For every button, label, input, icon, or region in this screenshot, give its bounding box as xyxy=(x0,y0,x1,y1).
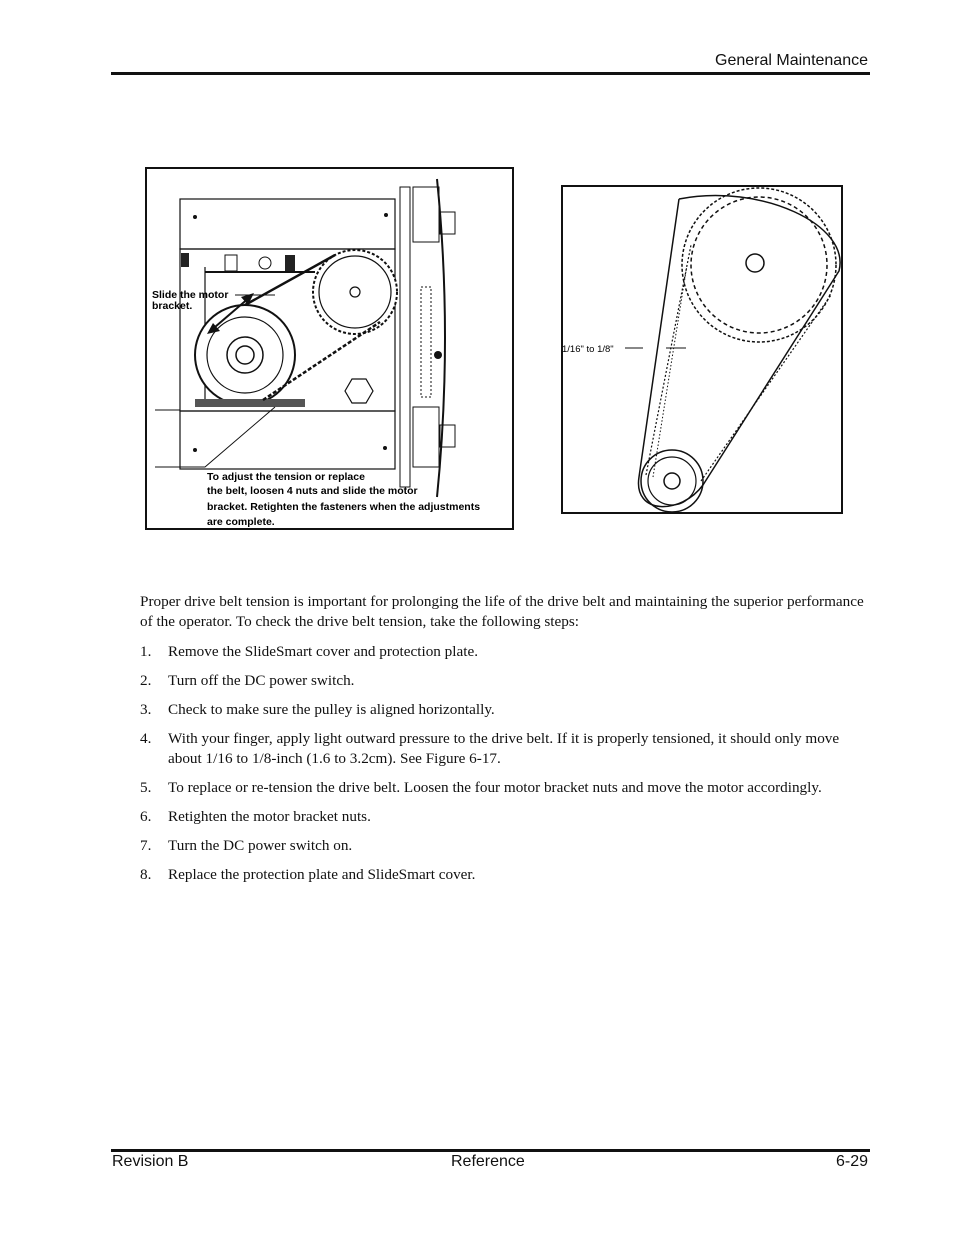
list-item: 3. Check to make sure the pulley is aligned horizontally. xyxy=(140,701,495,718)
list-item: 4. With your finger, apply light outward pressure to the drive belt. If it is properly tensioned, it should only move about 1/16 to 1/8-inch (1.6 to 3.2cm). See Figure 6-17. xyxy=(140,730,840,767)
list-item: 6. Retighten the motor bracket nuts. xyxy=(140,808,371,825)
slide-motor-label-line2: bracket. xyxy=(152,300,193,312)
footer-page-number: 6-29 xyxy=(835,1153,868,1170)
adjust-label-line4: are complete. xyxy=(207,516,275,528)
footer-section: Reference xyxy=(451,1153,525,1170)
footer-rule xyxy=(111,1149,870,1152)
adjust-label-line1: To adjust the tension or replace xyxy=(207,471,365,483)
deflection-label: 1/16" to 1/8" xyxy=(562,344,614,355)
page-header-title: General Maintenance xyxy=(715,52,868,69)
list-item: 2. Turn off the DC power switch. xyxy=(140,672,355,689)
intro-paragraph: Proper drive belt tension is important for prolonging the life of the drive belt and maintaining the superior performance of the operator. To check the drive belt tension, take the following steps: xyxy=(140,593,864,630)
belt-deflection-figure xyxy=(561,185,843,514)
steps-list xyxy=(140,642,865,885)
slide-motor-label-line1: Slide the motor xyxy=(152,289,229,301)
footer-revision: Revision B xyxy=(112,1153,189,1170)
list-item: 8. Replace the protection plate and SlideSmart cover. xyxy=(140,866,476,883)
header-rule xyxy=(111,72,870,75)
list-item: 5. To replace or re-tension the drive belt. Loosen the four motor bracket nuts and move the motor accordingly. xyxy=(140,779,822,796)
motor-assembly-figure xyxy=(145,167,514,530)
procedure-text xyxy=(140,592,865,894)
adjust-label-line3: bracket. Retighten the fasteners when the adjustments xyxy=(207,501,481,513)
list-item: 1. Remove the SlideSmart cover and protection plate. xyxy=(140,643,478,660)
list-item: 7. Turn the DC power switch on. xyxy=(140,837,353,854)
adjust-label-line2: the belt, loosen 4 nuts and slide the motor xyxy=(207,485,418,497)
